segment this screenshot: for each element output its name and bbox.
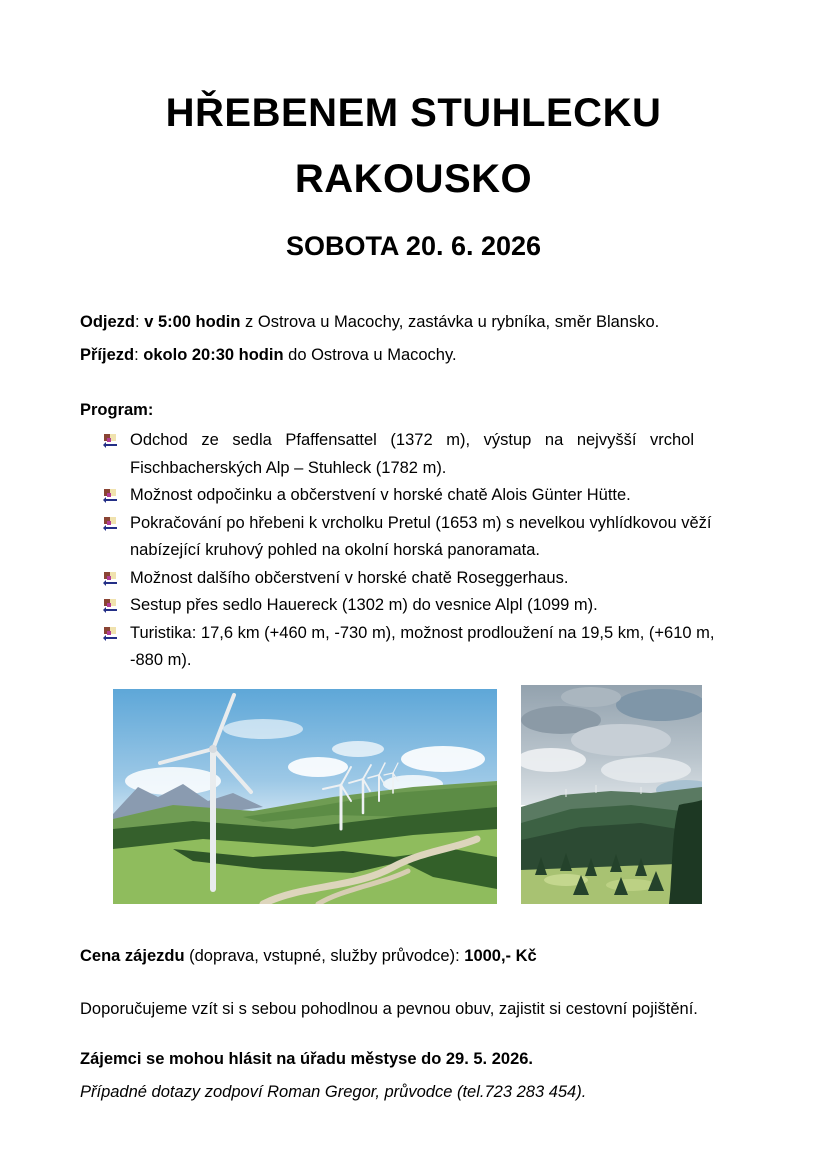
contact-text: Případné dotazy zodpoví Roman Gregor, průvodce (tel.723 283 454). (80, 1082, 587, 1101)
arrival-time: okolo 20:30 hodin (143, 346, 284, 364)
forested-hills-meadow-cloudy-sky-photo (521, 685, 702, 904)
program-heading: Program: (80, 401, 154, 419)
list-item (80, 592, 747, 620)
price-label: Cena zájezdu (80, 946, 185, 965)
page-title-line2: RAKOUSKO (294, 157, 533, 201)
list-item (80, 482, 747, 510)
bullet-text-line: Fischbacherských Alp – Stuhleck (1782 m). (130, 458, 447, 477)
bullet-text-line: Možnost odpočinku a občerstvení v horské chatě Alois Günter Hütte. (130, 486, 631, 504)
page-title-line1: HŘEBENEM STUHLECKU (165, 91, 662, 135)
program-bullet-list (80, 427, 747, 675)
price-value: 1000,- Kč (464, 946, 537, 965)
bullet-text-line: Odchod ze sedla Pfaffensattel (1372 m), výstup na nejvyšší vrchol (130, 431, 695, 449)
bullet-arrow-icon (103, 517, 117, 531)
departure-label: Odjezd (80, 313, 136, 331)
bullet-text-line: Turistika: 17,6 km (+460 m, -730 m), možnost prodloužení na 19,5 km, (+610 m, (130, 623, 715, 642)
list-item (80, 427, 747, 482)
arrival-sep: : (134, 346, 144, 364)
departure-rest: z Ostrova u Macochy, zastávka u rybníka, směr Blansko. (240, 313, 660, 331)
bullet-text-line: nabízející kruhový pohled na okolní horská panoramata. (130, 541, 541, 559)
arrival-rest: do Ostrova u Macochy. (283, 346, 457, 364)
recommendation-text: Doporučujeme vzít si s sebou pohodlnou a pevnou obuv, zajistit si cestovní pojištění. (80, 999, 698, 1018)
price-details: (doprava, vstupné, služby průvodce): (184, 946, 465, 965)
bullet-text-line: Pokračování po hřebeni k vrcholku Pretul (1653 m) s nevelkou vyhlídkovou věží (130, 513, 712, 532)
registration-deadline-text: Zájemci se mohou hlásit na úřadu městyse do 29. 5. 2026. (80, 1049, 534, 1068)
title-block (80, 0, 747, 266)
bullet-arrow-icon (103, 434, 117, 448)
departure-time: v 5:00 hodin (144, 313, 241, 331)
schedule-section (80, 306, 747, 372)
list-item (80, 565, 747, 593)
price-row (80, 940, 747, 973)
bullet-arrow-icon (103, 599, 117, 613)
bullet-arrow-icon (103, 489, 117, 503)
list-item (80, 620, 747, 675)
wind-turbines-on-green-ridge-photo (113, 689, 497, 904)
bullet-text-line: -880 m). (130, 651, 192, 669)
list-item (80, 510, 747, 565)
departure-row (80, 306, 747, 339)
bullet-text-line: Možnost dalšího občerstvení v horské chatě Roseggerhaus. (130, 568, 569, 587)
departure-sep: : (135, 313, 145, 331)
photo-row (80, 685, 747, 904)
bullet-arrow-icon (103, 627, 117, 641)
arrival-row (80, 339, 747, 372)
bullet-arrow-icon (103, 572, 117, 586)
event-date: SOBOTA 20. 6. 2026 (285, 231, 542, 261)
bullet-text-line: Sestup přes sedlo Hauereck (1302 m) do vesnice Alpl (1099 m). (130, 596, 598, 614)
arrival-label: Příjezd (80, 346, 135, 364)
